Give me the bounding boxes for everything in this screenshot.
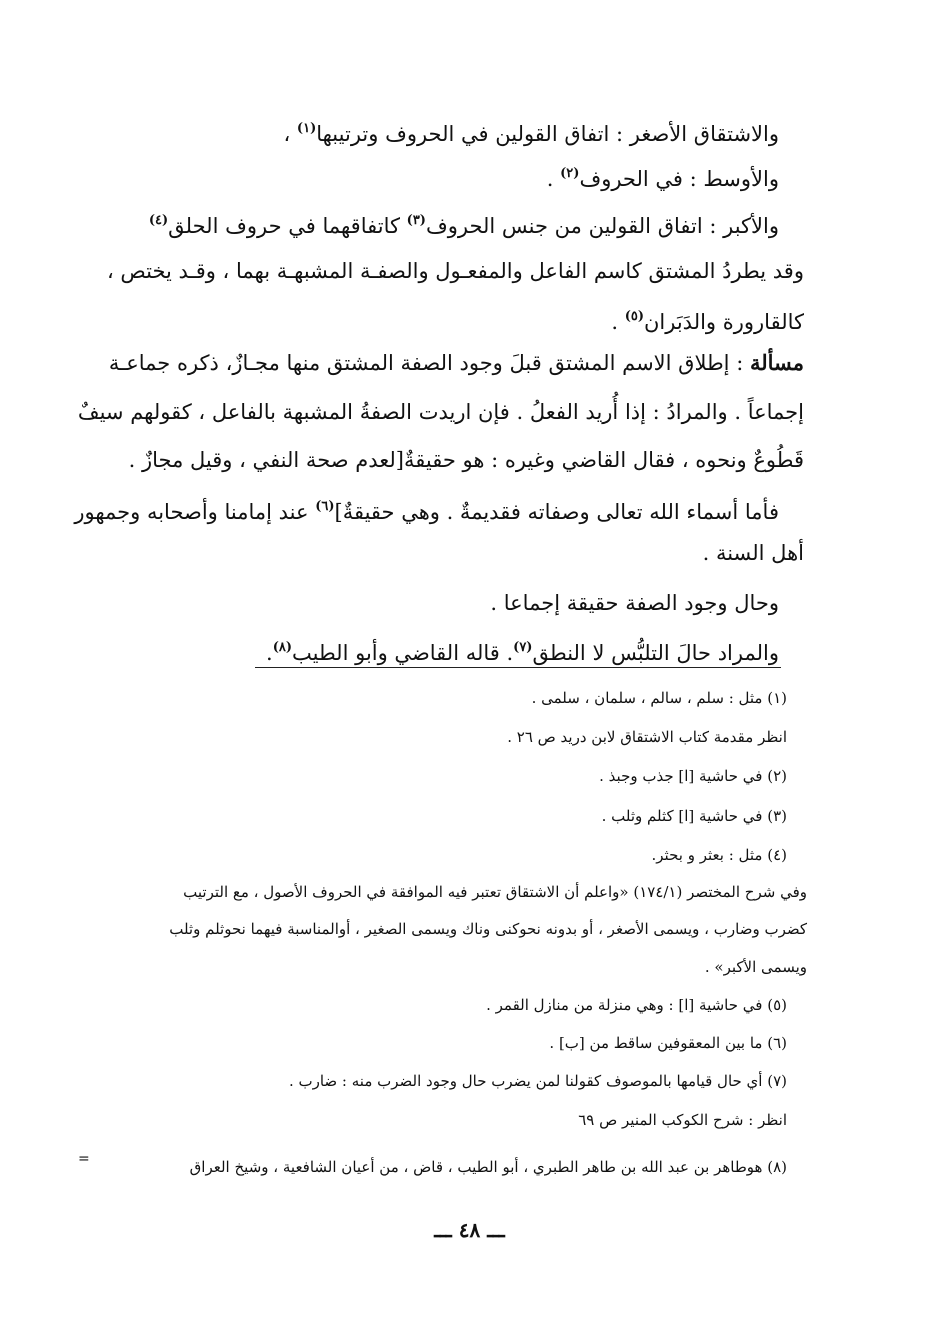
footnote-ref[interactable]: (٤) <box>148 213 169 228</box>
issue-marker: مسألة <box>749 350 804 375</box>
footnote-4-continued: ويسمى الأكبر» . <box>704 958 807 976</box>
body-text: . <box>611 310 625 334</box>
body-line-10 <box>703 539 804 567</box>
footnote-ref[interactable]: (٨) <box>272 640 292 655</box>
continuation-mark: = <box>78 1151 90 1167</box>
body-text: . <box>266 641 273 665</box>
body-text: ، <box>283 122 297 146</box>
footnote-5: (٥) في حاشية [ا] : وهي منزلة من منازل القمر . <box>486 996 787 1014</box>
body-text: قَطُوعٌ ونحوه ، فقال القاضي وغيره : هو حقيقةٌ[لعدم صحة النفي ، وقيل مجازٌ . <box>128 448 804 472</box>
body-text: كالقارورة والدَبَران <box>643 310 804 334</box>
body-text: وقد يطردُ المشتق كاسم الفاعل والمفعـول والصفـة المشبهـة بهما ، وقـد يختص ، <box>106 259 804 283</box>
footnote-1-continued: انظر مقدمة كتاب الاشتقاق لابن دريد ص ٢٦ . <box>507 728 787 746</box>
body-line-9 <box>74 493 779 526</box>
body-line-11 <box>490 589 779 617</box>
footnote-2: (٢) في حاشية [ا] جذب وجبذ . <box>599 767 787 785</box>
footnote-6: (٦) ما بين المعقوفين ساقط من [ب] . <box>549 1034 787 1052</box>
body-line-5 <box>611 303 804 336</box>
body-line-4 <box>107 257 804 285</box>
footnote-ref[interactable]: (١) <box>296 121 317 136</box>
body-text: والاشتقاق الأصغر : اتفاق القولين في الحروف وترتيبها <box>316 122 779 146</box>
footnote-separator <box>255 667 781 668</box>
page-number: ـــ ٤٨ ـــ <box>434 1218 505 1242</box>
body-text: والأوسط : في الحروف <box>579 167 779 191</box>
body-line-2 <box>547 160 779 193</box>
footnote-4-continued: كضرب وضارب ، ويسمى الأصغر ، أو بدونه نحوكنى وناك ويسمى الصغير ، أوالمناسبة فيهما نحوثلم وثلب <box>169 920 807 938</box>
footnote-ref[interactable]: (٥) <box>624 309 644 324</box>
footnote-3: (٣) في حاشية [ا] كثلم وثلب . <box>601 807 787 825</box>
body-text: عند إمامنا وأصحابه وجمهور <box>74 500 316 524</box>
body-line-6 <box>109 349 804 377</box>
footnote-7: (٧) أي حال قيامها بالموصوف كقولنا لمن يضرب حال وجود الضرب منه : ضارب . <box>288 1072 787 1090</box>
body-text: والمراد حالَ التلبُّس لا النطق <box>532 641 779 665</box>
body-text: إجماعاً . والمرادُ : إذا أُريد الفعلُ . فإن اريدت الصفةُ المشبهة بالفاعل ، كقولهم سيفٌ <box>77 400 804 424</box>
body-text: أهل السنة . <box>702 541 804 565</box>
footnote-ref[interactable]: (٦) <box>315 499 335 514</box>
footnote-8: (٨) هوطاهر بن عبد الله بن طاهر الطبري ، أبو الطيب ، قاض ، من أعيان الشافعية ، وشيخ العراق <box>189 1158 787 1176</box>
body-text: : إطلاق الاسم المشتق قبلَ وجود الصفة المشتق منها مجـازٌ، ذكره جماعـة <box>108 351 750 375</box>
footnote-7-continued: انظر : شرح الكوكب المنير ص ٦٩ <box>578 1111 787 1129</box>
body-line-7 <box>78 398 804 426</box>
footnote-4-continued: وفي شرح المختصر (١٧٤/١) «واعلم أن الاشتقاق تعتبر فيه الموافقة في الحروف الأصول ، مع الترتيب <box>183 883 807 901</box>
body-text: . <box>546 167 561 191</box>
footnote-4: (٤) مثل : بعثر و بحثر. <box>651 846 787 864</box>
footnote-ref[interactable]: (٧) <box>513 640 533 655</box>
body-text: والأكبر : اتفاق القولين من جنس الحروف <box>425 214 779 238</box>
body-line-12 <box>266 634 779 667</box>
body-line-8 <box>129 446 804 474</box>
body-text: وحال وجود الصفة حقيقة إجماعا . <box>490 591 779 615</box>
footnote-ref[interactable]: (٢) <box>560 166 580 181</box>
body-text: فأما أسماء الله تعالى وصفاته فقديمةٌ . وهي حقيقةٌ] <box>334 500 779 524</box>
body-line-1 <box>283 115 779 148</box>
body-text: كاتفاقهما في حروف الحلق <box>168 214 407 238</box>
body-line-3 <box>149 207 779 240</box>
footnote-1: (١) مثل : سلم ، سالم ، سلمان ، سلمى . <box>531 689 787 707</box>
body-text: . قاله القاضي وأبو الطيب <box>292 641 514 665</box>
footnote-ref[interactable]: (٣) <box>406 213 426 228</box>
